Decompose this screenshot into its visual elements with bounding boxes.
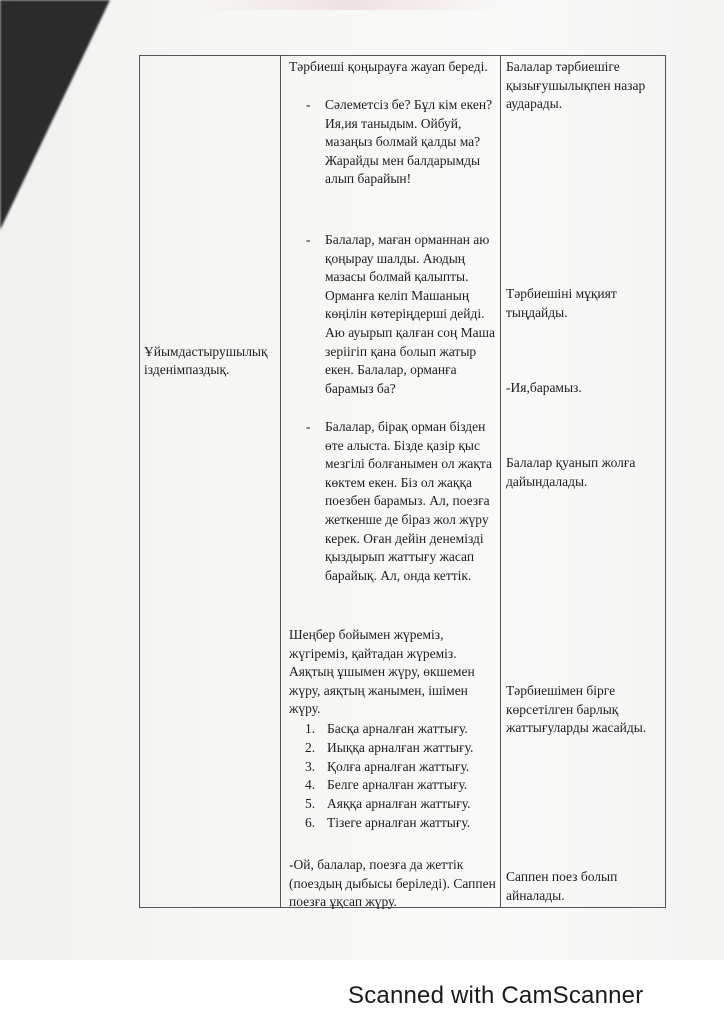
- list-item: 3. Қолға арналған жаттығу.: [305, 758, 470, 774]
- stage-cell: [140, 56, 281, 908]
- list-item: 6. Тізеге арналған жаттығу.: [305, 814, 471, 830]
- exercise-intro: Шеңбер бойымен жүреміз, жүгіреміз, қайтадан жүреміз. Аяқтың ұшымен жүру, өкшемен жүру, аяқтың жанымен, ішімен жүру.: [289, 627, 475, 717]
- children-response-3: -Ия,барамыз.: [506, 380, 582, 395]
- list-item: 4. Белге арналған жаттығу.: [305, 777, 468, 793]
- page-shadow: [0, 0, 110, 230]
- teacher-intro: Тәрбиеші қоңырауға жауап береді.: [289, 59, 488, 74]
- stage-label: Ұйымдастырушылық ізденімпаздық.: [144, 344, 268, 377]
- dialogue-text-2: Балалар, маған орманнан аю қоңырау шалды. Аюдың мазасы болмай қалыпты. Орманға келіп Машаның көңілін көтеріңдерші дейді. Аю ауырып қалған соң Маша зеріігіп қана болып жатыр екен. Балалар, орманға барамыз ба?: [325, 232, 496, 396]
- dash-marker: -: [306, 419, 311, 434]
- dialogue-text-3: Балалар, бірақ орман бізден өте алыста. Бізде қазір қыс мезгілі болғанымен ол жақта көктем екен. Біз ол жаққа поезбен барамыз. Ал, поезға жеткенше де біраз жол жүру керек. Оған дейін денемізді қыздырып жаттығу жасап барайық. Ал, онда кеттік.: [325, 419, 492, 583]
- ending-text: -Ой, балалар, поезға да жеттік (поездың дыбысы беріледі). Саппен поезға ұқсап жүру.: [289, 857, 496, 910]
- children-response-6: Саппен поез болып айналады.: [506, 869, 618, 903]
- children-response-5: Тәрбиешімен бірге көрсетілген барлық жаттығуларды жасайды.: [506, 683, 647, 736]
- dialogue-text-1: Сәлеметсіз бе? Бұл кім екен? Ия,ия таныдым. Ойбуй, мазаңыз болмай қалды ма? Жарайды мен балдарымды алып барайын!: [325, 97, 493, 187]
- children-response-4: Балалар қуанып жолға дайындалады.: [506, 455, 636, 489]
- scanner-watermark: Scanned with CamScanner: [348, 982, 644, 1009]
- teacher-activity-cell: [281, 56, 501, 908]
- scan-smudge: [200, 0, 500, 10]
- dialogue-item-1: [306, 96, 495, 189]
- list-item: 5. Аяққа арналған жаттығу.: [305, 796, 471, 812]
- exercise-list: [305, 720, 495, 833]
- children-response-2: Тәрбиешіні мұқият тыңдайды.: [506, 286, 617, 320]
- dialogue-item-3: [306, 418, 495, 585]
- list-item: 1. Басқа арналған жаттығу.: [305, 721, 468, 736]
- list-item: 2. Иыққа арналған жаттығу.: [305, 739, 474, 755]
- dash-marker: -: [306, 97, 311, 112]
- children-response-1: Балалар тәрбиешіге қызығушылықпен назар аударады.: [506, 59, 646, 112]
- table-row: [140, 56, 666, 908]
- children-activity-cell: [501, 56, 666, 908]
- dash-marker: -: [306, 232, 311, 247]
- dialogue-item-2: [306, 231, 496, 398]
- lesson-table: [139, 55, 666, 908]
